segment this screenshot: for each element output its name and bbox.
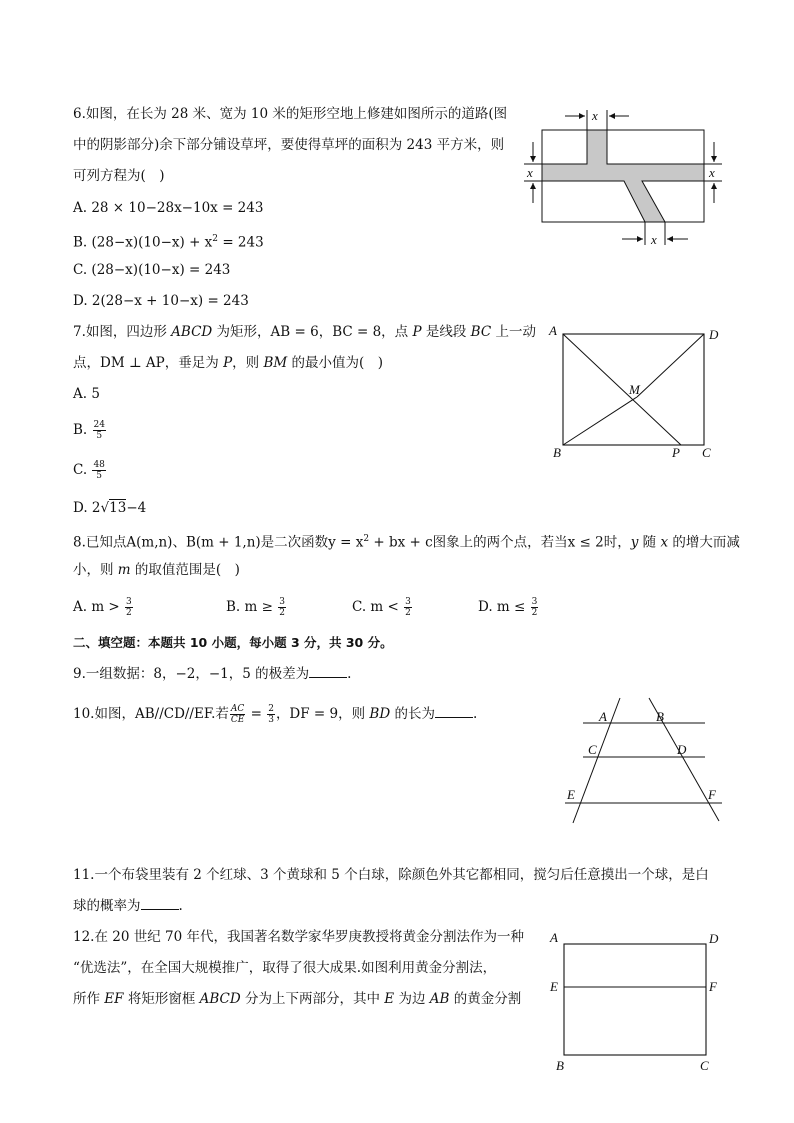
q12-label-e: E	[550, 979, 558, 994]
q12-label-b: B	[556, 1058, 564, 1073]
q6-option-d: D. 2(28−x + 10−x) = 243	[73, 293, 249, 309]
q7-label-d: D	[709, 327, 719, 342]
q7-label-m: M	[629, 382, 640, 397]
q12-line2: “优选法”，在全国大规模推广，取得了很大成果.如图利用黄金分割法，	[73, 960, 497, 976]
q9-line: 9.一组数据：8，−2，−1，5 的极差为 .	[73, 666, 352, 682]
q10-line: 10.如图，AB//CD//EF.若 $\frac{AC}{CE}$ = $\frac{2}{3}$ ，DF = 9，则 BD 的长为 .	[73, 704, 478, 725]
q10-label-d: D	[677, 742, 687, 757]
q6-option-c: C. (28−x)(10−x) = 243	[73, 262, 231, 278]
q6-left-x-label: x	[527, 165, 533, 180]
q6-line3: 可列方程为( )	[73, 168, 165, 184]
q6-option-a: A. 28 × 10−28x−10x = 243	[73, 200, 264, 216]
q8-line1: 8.已知点A(m,n)、B(m + 1,n)是二次函数$y = x^2$ + bx + c图象上的两个点，若当x ≤ 2时，y 随 x 的增大而减	[73, 534, 740, 551]
section-title: 二、填空题：本题共 10 小题，每小题 3 分，共 30 分。	[73, 635, 393, 650]
q10-label-f: F	[708, 787, 716, 802]
q8-option-a: A. m > $\frac{3}{2}$	[73, 597, 132, 618]
q6-option-b: B. $(28-x)(10-x) + x^2 = 243$	[73, 234, 264, 251]
q6-right-x-label: x	[709, 165, 715, 180]
q10-label-e: E	[567, 787, 575, 802]
q11-line2: 球的概率为 .	[73, 898, 183, 914]
q12-label-f: F	[709, 979, 717, 994]
q7-option-b: B. $\frac{24}{5}$	[73, 420, 105, 441]
q8-option-c: C. m < $\frac{3}{2}$	[352, 597, 411, 618]
q11-line1: 11.一个布袋里装有 2 个红球、3 个黄球和 5 个白球，除颜色外其它都相同，搅匀后任意摸出一个球，是白	[73, 867, 709, 883]
q10-label-b: B	[656, 709, 664, 724]
q7-option-d: D. 2√13−4	[73, 500, 147, 516]
q7-label-a: A	[549, 323, 557, 338]
q12-line1: 12.在 20 世纪 70 年代，我国著名数学家华罗庚教授将黄金分割法作为一种	[73, 929, 524, 945]
q10-label-a: A	[599, 709, 607, 724]
q12-label-c: C	[700, 1058, 709, 1073]
q7-line2: 点，DM ⊥ AP，垂足为 P，则 BM 的最小值为( )	[73, 355, 384, 371]
q8-line2: 小，则 m 的取值范围是( )	[73, 562, 240, 578]
q7-option-a: A. 5	[73, 386, 100, 402]
q8-option-b: B. m ≥ $\frac{3}{2}$	[226, 597, 285, 618]
q7-option-c: C. $\frac{48}{5}$	[73, 460, 105, 481]
q6-line1: 6.如图，在长为 28 米、宽为 10 米的矩形空地上修建如图所示的道路(图	[73, 106, 508, 122]
q10-label-c: C	[588, 742, 597, 757]
q8-option-d: D. m ≤ $\frac{3}{2}$	[478, 597, 538, 618]
q7-label-p: P	[672, 445, 680, 460]
q6-top-x-label: x	[592, 108, 598, 123]
q12-label-d: D	[709, 931, 719, 946]
q7-line1: 7.如图，四边形 ABCD 为矩形，AB = 6，BC = 8，点 P 是线段 BC 上一动	[73, 324, 536, 340]
q6-bottom-x-label: x	[651, 232, 657, 247]
q6-line2: 中的阴影部分)余下部分铺设草坪，要使得草坪的面积为 243 平方米，则	[73, 137, 505, 153]
q7-label-b: B	[553, 445, 561, 460]
q12-label-a: A	[550, 930, 558, 945]
q12-line3: 所作 EF 将矩形窗框 ABCD 分为上下两部分，其中 E 为边 AB 的黄金分割	[73, 991, 522, 1007]
q7-label-c: C	[702, 445, 711, 460]
